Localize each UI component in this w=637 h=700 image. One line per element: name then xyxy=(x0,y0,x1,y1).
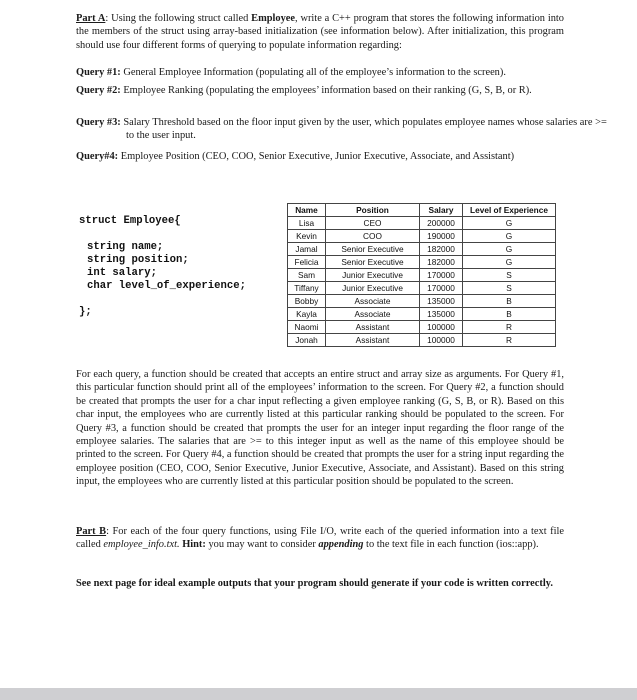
cell-salary: 182000 xyxy=(420,243,463,256)
table-header-row xyxy=(288,204,556,217)
cell-position: Assistant xyxy=(326,334,420,347)
query-2: Query #2: Employee Ranking (populating the employees’ information based on their ranking (G, S, B, or R). xyxy=(76,85,532,96)
cell-position: Senior Executive xyxy=(326,256,420,269)
struct-line-1: struct Employee{ xyxy=(79,215,181,227)
col-header-name: Name xyxy=(288,204,326,217)
cell-name: Jamal xyxy=(288,243,326,256)
cell-level: G xyxy=(463,256,556,269)
cell-level: B xyxy=(463,295,556,308)
cell-salary: 135000 xyxy=(420,308,463,321)
cell-salary: 190000 xyxy=(420,230,463,243)
cell-name: Bobby xyxy=(288,295,326,308)
part-b-paragraph: Part B: For each of the four query functions, using File I/O, write each of the queried information into a text file called employee_info.txt. Hint: you may want to consider appending to the text file in each function (ios::app). xyxy=(76,526,564,551)
query-3: Query #3: Salary Threshold based on the floor input given by the user, which populates employee names whose salaries are >= to the user input. xyxy=(76,117,607,142)
query-1: Query #1: General Employee Information (populating all of the employee’s information to the screen). xyxy=(76,67,506,78)
cell-name: Jonah xyxy=(288,334,326,347)
struct-line-4: int salary; xyxy=(87,267,157,279)
cell-position: Associate xyxy=(326,308,420,321)
cell-level: G xyxy=(463,230,556,243)
struct-line-3: string position; xyxy=(87,254,189,266)
cell-level: S xyxy=(463,269,556,282)
struct-line-2: string name; xyxy=(87,241,164,253)
cell-name: Tiffany xyxy=(288,282,326,295)
query-4: Query#4: Employee Position (CEO, COO, Senior Executive, Junior Executive, Associate, and Assistant) xyxy=(76,151,515,162)
struct-line-5: char level_of_experience; xyxy=(87,280,246,292)
cell-level: G xyxy=(463,217,556,230)
table-row xyxy=(288,321,556,334)
filename: employee_info.txt. xyxy=(103,539,180,551)
cell-position: Assistant xyxy=(326,321,420,334)
col-header-level: Level of Experience xyxy=(463,204,556,217)
cell-name: Kayla xyxy=(288,308,326,321)
explanation-paragraph: For each query, a function should be created that accepts an entire struct and array size as arguments. For Query #1, this particular function should print all of the employees’ information to the screen. For Query #2, a function should be created that prompts the user for a char input reflecting a given employee ranking (G, S, B, or R). Based on this char input, the employees who are currently listed at this particular ranking should be populated to the screen. For Query #3, a function should be created that prompts the user for an integer input regarding the floor range of the employee salaries. The salaries that are >= to this integer input as well as the name of this employee should be printed to the screen. For Query #4, a function should be created that prompts the user for a string input regarding the employee position (CEO, COO, Senior Executive, Junior Executive, Associate, and Assistant). Based on this string input, the employees who are currently listed at this particular position should be populated to the screen. xyxy=(76,369,564,488)
cell-name: Felicia xyxy=(288,256,326,269)
cell-position: CEO xyxy=(326,217,420,230)
cell-salary: 170000 xyxy=(420,282,463,295)
cell-salary: 100000 xyxy=(420,321,463,334)
table-row xyxy=(288,269,556,282)
table-row xyxy=(288,243,556,256)
cell-name: Kevin xyxy=(288,230,326,243)
cell-level: B xyxy=(463,308,556,321)
cell-salary: 170000 xyxy=(420,269,463,282)
cell-level: S xyxy=(463,282,556,295)
cell-level: R xyxy=(463,321,556,334)
col-header-salary: Salary xyxy=(420,204,463,217)
table-row xyxy=(288,256,556,269)
part-a-label: Part A xyxy=(76,13,106,24)
cell-salary: 182000 xyxy=(420,256,463,269)
cell-level: G xyxy=(463,243,556,256)
see-next-page-note: See next page for ideal example outputs that your program should generate if your code is written correctly. xyxy=(76,578,553,589)
table-row xyxy=(288,295,556,308)
struct-line-6: }; xyxy=(79,306,92,318)
cell-position: Senior Executive xyxy=(326,243,420,256)
cell-name: Naomi xyxy=(288,321,326,334)
bottom-bar xyxy=(0,688,637,700)
table-row xyxy=(288,308,556,321)
cell-salary: 100000 xyxy=(420,334,463,347)
cell-name: Sam xyxy=(288,269,326,282)
cell-level: R xyxy=(463,334,556,347)
part-a-paragraph: Part A: Using the following struct called Employee, write a C++ program that stores the following information into the members of the struct using array-based initialization (see information below). After initialization, this program should use four different forms of querying to populate information regarding: xyxy=(76,13,564,51)
cell-salary: 135000 xyxy=(420,295,463,308)
cell-salary: 200000 xyxy=(420,217,463,230)
employee-table xyxy=(287,203,556,347)
table-row xyxy=(288,334,556,347)
cell-name: Lisa xyxy=(288,217,326,230)
table-row xyxy=(288,230,556,243)
part-b-label: Part B xyxy=(76,526,107,537)
cell-position: Junior Executive xyxy=(326,282,420,295)
cell-position: COO xyxy=(326,230,420,243)
cell-position: Junior Executive xyxy=(326,269,420,282)
table-row xyxy=(288,217,556,230)
cell-position: Associate xyxy=(326,295,420,308)
table-row xyxy=(288,282,556,295)
col-header-position: Position xyxy=(326,204,420,217)
